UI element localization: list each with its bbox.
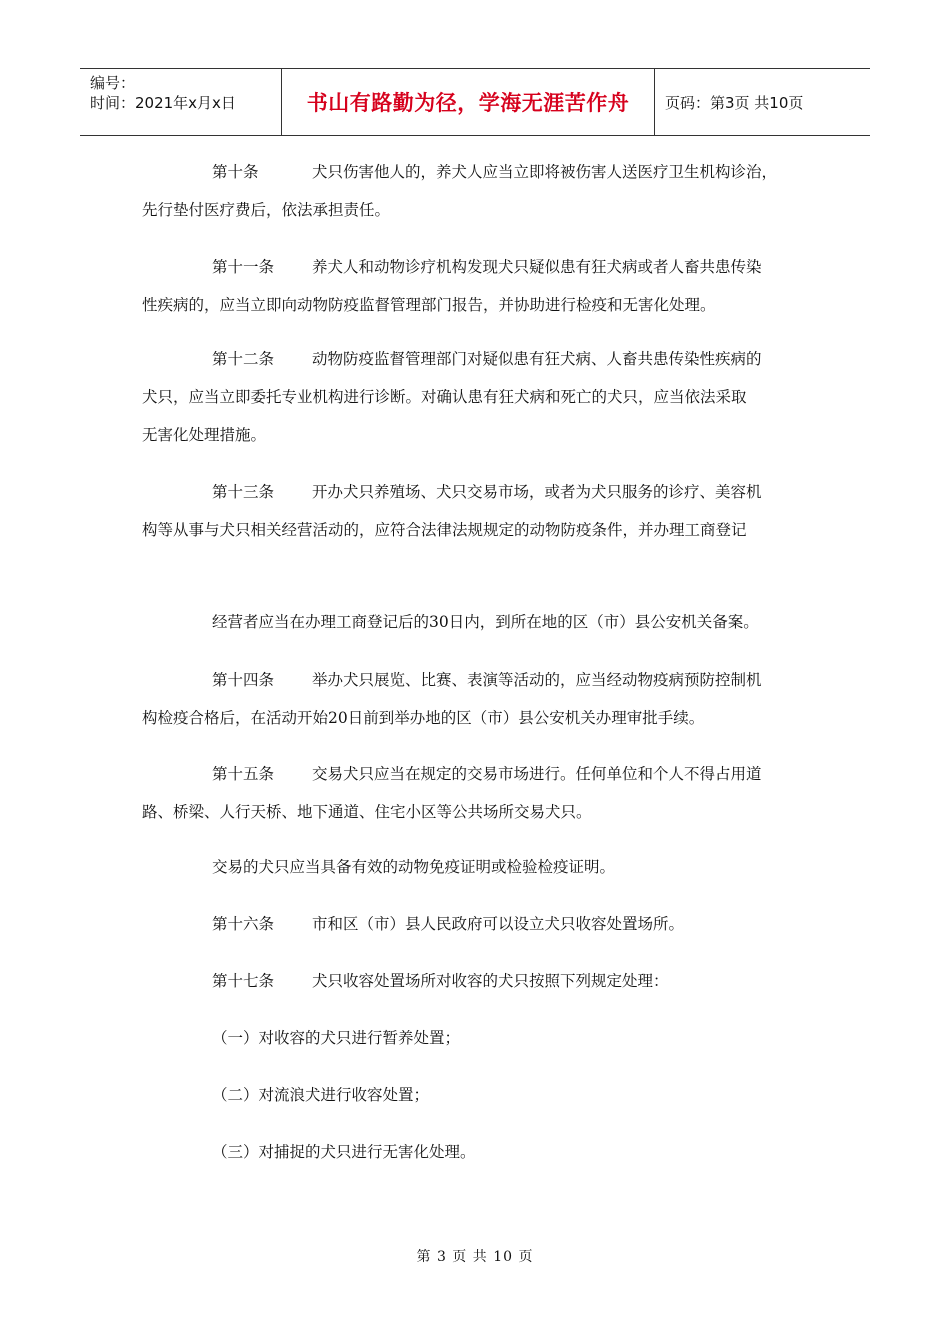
document-number-label: 编号： [90,74,136,92]
article-15-paragraph-2: 交易的犬只应当具备有效的动物免疫证明或检验检疫证明。 [212,858,616,876]
article-13-line-2: 构等从事与犬只相关经营活动的，应符合法律法规规定的动物防疫条件，并办理工商登记 [142,521,747,539]
article-11-title: 第十一条 [212,258,275,276]
article-16-line-1: 第十六条 市和区（市）县人民政府可以设立犬只收容处置场所。 [212,915,685,933]
article-12-line-1: 第十二条 动物防疫监督管理部门对疑似患有狂犬病、人畜共患传染性疾病的 [212,350,762,368]
header-motto: 书山有路勤为径，学海无涯苦作舟 [282,69,655,135]
article-11-line-2: 性疾病的，应当立即向动物防疫监督管理部门报告，并协助进行检疫和无害化处理。 [142,296,716,314]
article-17-title: 第十七条 [212,972,275,990]
page-footer: 第 3 页 共 10 页 [416,1249,534,1265]
article-17-item-3: （三）对捕捉的犬只进行无害化处理。 [212,1143,476,1161]
article-14-line-2: 构检疫合格后，在活动开始20日前到举办地的区（市）县公安机关办理审批手续。 [142,709,705,727]
article-15-title: 第十五条 [212,765,275,783]
article-16-title: 第十六条 [212,915,275,933]
header-meta [80,69,282,135]
article-17-item-2: （二）对流浪犬进行收容处置； [212,1086,430,1104]
article-17-line-1: 第十七条 犬只收容处置场所对收容的犬只按照下列规定处理： [212,972,669,990]
article-13-paragraph-2: 经营者应当在办理工商登记后的30日内，到所在地的区（市）县公安机关备案。 [212,613,759,631]
article-10-line-1: 第十条 犬只伤害他人的，养犬人应当立即将被伤害人送医疗卫生机构诊治， [212,163,778,181]
article-12-line-2: 犬只，应当立即委托专业机构进行诊断。对确认患有狂犬病和死亡的犬只，应当依法采取 [142,388,747,406]
article-11-line-1: 第十一条 养犬人和动物诊疗机构发现犬只疑似患有狂犬病或者人畜共患传染 [212,258,762,276]
header-page-info: 页码：第3页 共10页 [665,93,804,112]
article-12-line-3: 无害化处理措施。 [142,426,267,444]
article-14-title: 第十四条 [212,671,275,689]
article-13-line-1: 第十三条 开办犬只养殖场、犬只交易市场，或者为犬只服务的诊疗、美容机 [212,483,762,501]
article-15-line-2: 路、桥梁、人行天桥、地下通道、住宅小区等公共场所交易犬只。 [142,803,592,821]
article-17-item-1: （一）对收容的犬只进行暂养处置； [212,1029,461,1047]
article-12-title: 第十二条 [212,350,275,368]
article-10-title: 第十条 [212,163,259,181]
article-13-title: 第十三条 [212,483,275,501]
article-14-line-1: 第十四条 举办犬只展览、比赛、表演等活动的，应当经动物疫病预防控制机 [212,671,762,689]
article-15-line-1: 第十五条 交易犬只应当在规定的交易市场进行。任何单位和个人不得占用道 [212,765,762,783]
article-10-line-2: 先行垫付医疗费后，依法承担责任。 [142,201,391,219]
document-date: 时间：2021年x月x日 [90,94,236,112]
page-header [80,68,870,136]
